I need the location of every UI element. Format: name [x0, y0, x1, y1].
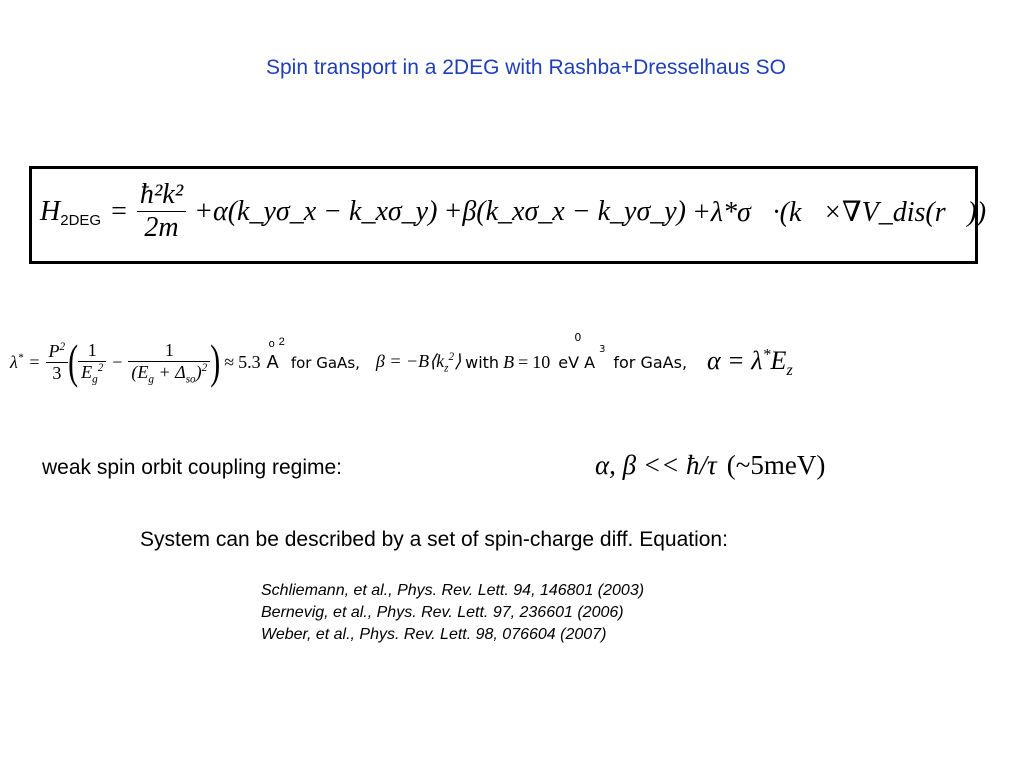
delta-fraction [128, 340, 210, 386]
angstrom-exponent: 2 [278, 336, 285, 349]
angstrom-unit: o $A^2$ [266, 336, 285, 373]
right-paren: ) [210, 335, 221, 389]
b-unit-zero: 0 [574, 331, 582, 345]
with-label: with [465, 353, 500, 373]
hamiltonian-box [29, 166, 987, 264]
minus-sign: − [112, 352, 123, 373]
approx-sign: ≈ [224, 352, 235, 373]
extrinsic-term: +λ*σ⃗·(k⃗×∇V_dis(r⃗)) [692, 196, 987, 228]
b-unit: eV A [558, 353, 596, 373]
parameters-line [10, 331, 793, 389]
for-gaas-label-2: for GaAs, [613, 353, 688, 373]
hamiltonian-subscript: 2DEG [60, 212, 102, 229]
kinetic-denominator: 2m [144, 212, 179, 243]
lambda-symbol: λ* [10, 352, 24, 373]
b-equals: = [518, 352, 529, 373]
lambda-equals: = [29, 352, 40, 373]
reference-item: Schliemann, et al., Phys. Rev. Lett. 94, 146801 (2003) [261, 582, 645, 599]
kinetic-fraction [137, 179, 186, 244]
description-text: System can be described by a set of spin-charge diff. Equation: [140, 528, 728, 551]
delta-denominator: $(E_g + \Delta_{so})^2$ [131, 362, 208, 386]
kinetic-numerator: ħ²k² [137, 179, 186, 212]
hamiltonian-symbol: H [40, 195, 61, 227]
b-unit-exponent: 3 [599, 343, 606, 355]
delta-numerator: 1 [128, 340, 210, 362]
lambda-value: 5.3 [238, 352, 261, 373]
slide-title: Spin transport in a 2DEG with Rashba+Dresselhaus SO [265, 56, 786, 79]
reference-item: Bernevig, et al., Phys. Rev. Lett. 97, 236601 (2006) [261, 604, 624, 621]
regime-inequality: α, β << ħ/τ [595, 450, 717, 480]
references-list [261, 580, 644, 646]
angstrom-ring: o [268, 338, 275, 351]
equals-sign: = [111, 195, 127, 227]
regime-scale: (~5meV) [726, 450, 826, 480]
eg-denominator: $E_g^2$ [81, 362, 104, 386]
p-denominator: 3 [52, 363, 62, 384]
eg-numerator: 1 [78, 340, 106, 362]
reference-item: Weber, et al., Phys. Rev. Lett. 98, 076604 (2007) [261, 626, 607, 643]
for-gaas-label-1: for GaAs, [290, 353, 360, 372]
ev-angstrom-unit [558, 331, 606, 373]
regime-label: weak spin orbit coupling regime: [42, 456, 342, 479]
eg-fraction [78, 340, 106, 386]
hamiltonian-equation [40, 179, 986, 244]
left-paren: ( [68, 335, 79, 389]
b-symbol: B [503, 352, 515, 373]
dresselhaus-term: +β(k_xσ_x − k_yσ_y) [443, 195, 687, 227]
rashba-term: +α(k_yσ_x − k_xσ_y) [194, 195, 438, 227]
b-value: 10 [532, 352, 551, 373]
p-fraction [46, 341, 69, 384]
regime-equation [595, 450, 825, 481]
alpha-equation: $\alpha = \lambda^*E_z$ [707, 345, 793, 379]
p-numerator: $P^2$ [46, 341, 69, 363]
beta-equation: $\beta = -B⟨k_z^2⟩$ [375, 351, 462, 375]
